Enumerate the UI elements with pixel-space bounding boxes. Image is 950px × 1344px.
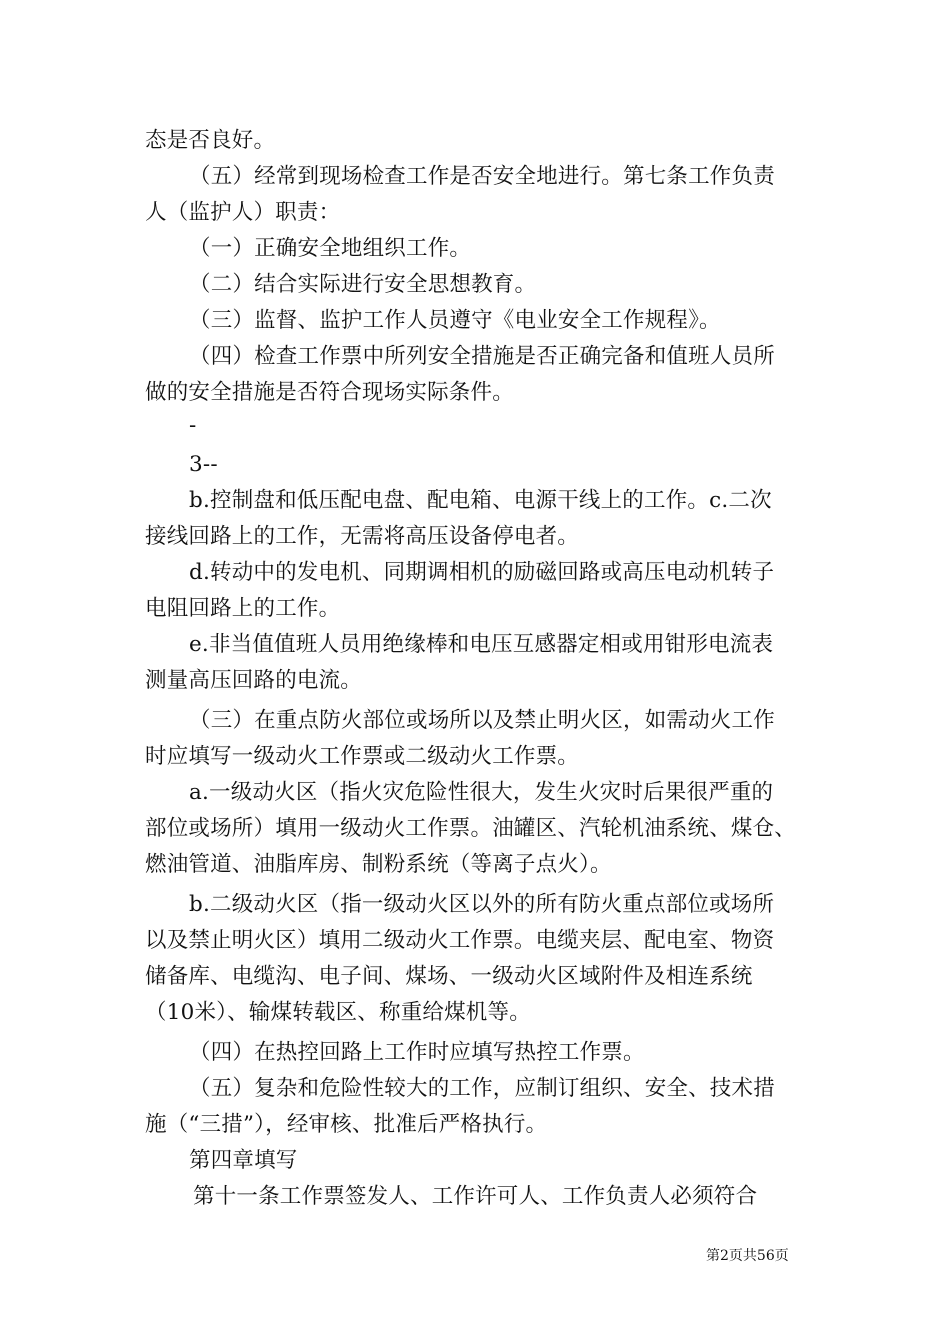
text-line: 燃油管道、油脂库房、制粉系统（等离子点火）。 — [145, 852, 612, 877]
text-line: 态是否良好。 — [145, 128, 276, 153]
page-number: 第2页共56页 — [706, 1248, 789, 1264]
text-line: b.控制盘和低压配电盘、配电箱、电源干线上的工作。c.二次 — [189, 488, 772, 513]
text-line: 储备库、电缆沟、电子间、煤场、一级动火区域附件及相连系统 — [145, 964, 753, 989]
text-line: 接线回路上的工作，无需将高压设备停电者。 — [145, 524, 580, 549]
text-line: a.一级动火区（指火灾危险性很大，发生火灾时后果很严重的 — [189, 780, 774, 805]
text-line: - — [189, 413, 197, 438]
text-line: 测量高压回路的电流。 — [145, 668, 363, 693]
text-line: （三）监督、监护工作人员遵守《电业安全工作规程》。 — [189, 308, 721, 333]
text-line: e.非当值值班人员用绝缘棒和电压互感器定相或用钳形电流表 — [189, 632, 774, 657]
text-line: （五）复杂和危险性较大的工作，应制订组织、安全、技术措 — [189, 1076, 775, 1101]
text-line: 3-- — [189, 452, 218, 477]
text-line: 部位或场所）填用一级动火工作票。油罐区、汽轮机油系统、煤仓、 — [145, 816, 797, 841]
text-line: （四）在热控回路上工作时应填写热控工作票。 — [189, 1040, 645, 1065]
text-line: b.二级动火区（指一级动火区以外的所有防火重点部位或场所 — [189, 892, 775, 917]
text-line: （五）经常到现场检查工作是否安全地进行。第七条工作负责 — [189, 164, 775, 189]
chapter-heading: 第四章填写 — [189, 1148, 298, 1173]
text-line: 人（监护人）职责： — [145, 200, 341, 225]
text-line: （一）正确安全地组织工作。 — [189, 236, 472, 261]
text-line: （10米）、输煤转载区、称重给煤机等。 — [145, 1000, 531, 1025]
text-line: （二）结合实际进行安全思想教育。 — [189, 272, 537, 297]
text-line: 第十一条工作票签发人、工作许可人、工作负责人必须符合 — [193, 1184, 758, 1209]
text-line: d.转动中的发电机、同期调相机的励磁回路或高压电动机转子 — [189, 560, 775, 585]
text-line: （四）检查工作票中所列安全措施是否正确完备和值班人员所 — [189, 344, 775, 369]
text-line: 做的安全措施是否符合现场实际条件。 — [145, 380, 514, 405]
text-line: （三）在重点防火部位或场所以及禁止明火区，如需动火工作 — [189, 708, 775, 733]
text-line: 施（“三措”），经审核、批准后严格执行。 — [145, 1112, 548, 1137]
text-line: 以及禁止明火区）填用二级动火工作票。电缆夹层、配电室、物资 — [145, 928, 775, 953]
text-line: 时应填写一级动火工作票或二级动火工作票。 — [145, 744, 580, 769]
text-line: 电阻回路上的工作。 — [145, 596, 341, 621]
